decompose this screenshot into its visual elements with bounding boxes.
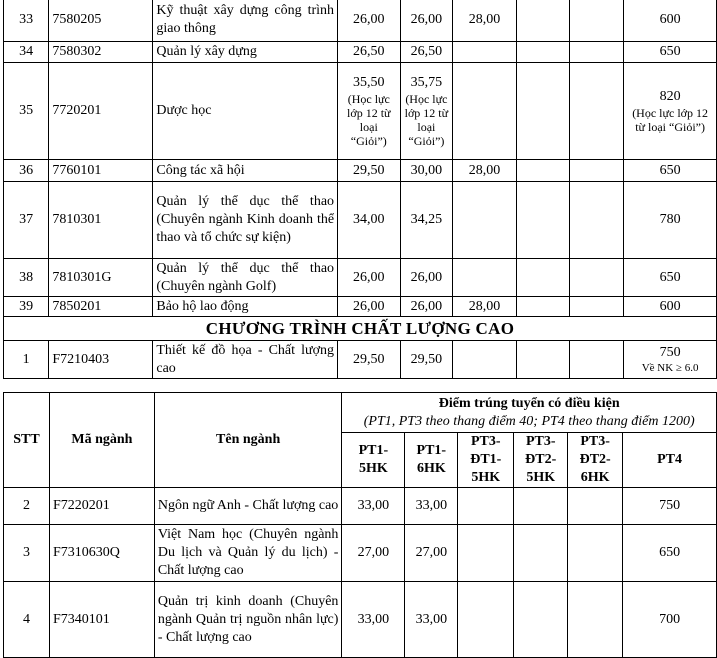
score-note: (Học lực lớp 12 từ loại “Giỏi”): [347, 92, 391, 148]
pt1-6hk-cell: [400, 63, 453, 160]
stt-cell: 34: [4, 42, 49, 63]
pt3-dt1-5hk-cell: [458, 582, 514, 658]
stt-cell: 3: [4, 525, 50, 582]
pt4-cell: 600: [624, 0, 717, 42]
pt1-5hk-cell: 33,00: [342, 488, 405, 525]
pt3-dt1-5hk-cell: [453, 63, 516, 160]
score-value: 820: [659, 89, 681, 104]
pt3-dt1-5hk-cell: [453, 259, 516, 297]
pt3-dt2-5hk-cell: [516, 182, 570, 259]
stt-cell: 1: [4, 341, 49, 379]
pt1-6hk-cell: 26,00: [400, 259, 453, 297]
pt3-dt2-6hk-cell: [568, 582, 623, 658]
table-row: [4, 160, 717, 182]
pt1-5hk-cell: 33,00: [342, 582, 405, 658]
header-row: [4, 393, 717, 433]
pt3-dt2-5hk-cell: [516, 259, 570, 297]
name-cell: Công tác xã hội: [153, 160, 338, 182]
table-row: [4, 42, 717, 63]
stt-cell: 37: [4, 182, 49, 259]
pt3-dt1-5hk-cell: [453, 341, 516, 379]
pt1-5hk-cell: 26,00: [338, 259, 400, 297]
code-cell: 7760101: [49, 160, 153, 182]
pt1-5hk-cell: 26,00: [338, 297, 400, 317]
pt4-cell: 650: [624, 259, 717, 297]
table-row: [4, 63, 717, 160]
stt-cell: 36: [4, 160, 49, 182]
pt3-dt2-5hk-cell: [516, 0, 570, 42]
pt4-cell: 750: [623, 488, 717, 525]
section-row: [4, 317, 717, 341]
pt1-6hk-cell: 27,00: [405, 525, 458, 582]
pt1-6hk-cell: 30,00: [400, 160, 453, 182]
header-name: Tên ngành: [154, 393, 342, 488]
pt3-dt2-6hk-cell: [570, 341, 624, 379]
code-cell: F7220201: [49, 488, 154, 525]
pt4-cell: 650: [624, 160, 717, 182]
code-cell: 7810301G: [49, 259, 153, 297]
table-row: [4, 297, 717, 317]
score-note: Về NK ≥ 6.0: [641, 362, 699, 374]
score-value: 35,75: [410, 75, 443, 90]
header-code: Mã ngành: [49, 393, 154, 488]
stt-cell: 2: [4, 488, 50, 525]
header-score-group: [342, 393, 717, 433]
pt3-dt2-6hk-cell: [568, 525, 623, 582]
pt4-cell: 650: [624, 42, 717, 63]
pt3-dt2-5hk-cell: [516, 297, 570, 317]
code-cell: F7210403: [49, 341, 153, 379]
pt1-6hk-cell: 33,00: [405, 488, 458, 525]
pt3-dt2-6hk-cell: [568, 488, 623, 525]
name-cell: Bảo hộ lao động: [153, 297, 338, 317]
pt1-6hk-cell: 26,50: [400, 42, 453, 63]
name-cell: Quản lý xây dựng: [153, 42, 338, 63]
stt-cell: 39: [4, 297, 49, 317]
pt3-dt1-5hk-cell: [453, 182, 516, 259]
pt3-dt2-5hk-cell: [514, 582, 568, 658]
pt1-6hk-cell: 29,50: [400, 341, 453, 379]
pt1-6hk-cell: 26,00: [400, 297, 453, 317]
score-value: 750: [659, 345, 681, 360]
pt3-dt2-5hk-cell: [514, 525, 568, 582]
score-value: 35,50: [353, 75, 385, 90]
code-cell: 7580205: [49, 0, 153, 42]
name-cell: Thiết kế đồ họa - Chất lượng cao: [153, 341, 338, 379]
pt4-cell: 780: [624, 182, 717, 259]
header-score-title: Điểm trúng tuyển có điều kiện: [438, 395, 620, 411]
pt3-dt2-6hk-cell: [570, 182, 624, 259]
pt3-dt1-5hk-cell: 28,00: [453, 297, 516, 317]
stt-cell: 4: [4, 582, 50, 658]
name-cell: Quản lý thể dục thể thao (Chuyên ngành Golf): [153, 259, 338, 297]
code-cell: 7810301: [49, 182, 153, 259]
name-cell: Việt Nam học (Chuyên ngành Du lịch và Quản lý du lịch) - Chất lượng cao: [154, 525, 342, 582]
pt4-cell: [624, 63, 717, 160]
pt1-5hk-cell: 29,50: [338, 160, 400, 182]
pt3-dt2-6hk-cell: [570, 63, 624, 160]
pt1-5hk-cell: [338, 63, 400, 160]
pt1-5hk-cell: 26,50: [338, 42, 400, 63]
stt-cell: 33: [4, 0, 49, 42]
name-cell: Kỹ thuật xây dựng công trình giao thông: [153, 0, 338, 42]
pt3-dt2-6hk-cell: [570, 0, 624, 42]
table-row: [4, 582, 717, 658]
pt3-dt2-6hk-cell: [570, 259, 624, 297]
name-cell: Quản lý thể dục thể thao (Chuyên ngành Kinh doanh thể thao và tổ chức sự kiện): [153, 182, 338, 259]
score-note: (Học lực lớp 12 từ loại “Giỏi”): [632, 106, 709, 134]
pt1-5hk-cell: 29,50: [338, 341, 400, 379]
pt3-dt1-5hk-cell: [453, 42, 516, 63]
code-cell: F7340101: [49, 582, 154, 658]
table-row: [4, 525, 717, 582]
admission-table-part2: [3, 392, 717, 658]
header-pt3-dt1-5hk: PT3-ĐT1-5HK: [458, 433, 514, 488]
header-pt1-6hk: PT1-6HK: [405, 433, 458, 488]
table-row: [4, 341, 717, 379]
code-cell: 7580302: [49, 42, 153, 63]
name-cell: Dược học: [153, 63, 338, 160]
name-cell: Quản trị kinh doanh (Chuyên ngành Quản trị nguồn nhân lực) - Chất lượng cao: [154, 582, 342, 658]
pt1-6hk-cell: 26,00: [400, 0, 453, 42]
pt4-cell: 600: [624, 297, 717, 317]
table-row: [4, 488, 717, 525]
code-cell: 7720201: [49, 63, 153, 160]
pt1-6hk-cell: 34,25: [400, 182, 453, 259]
stt-cell: 35: [4, 63, 49, 160]
pt4-cell: 650: [623, 525, 717, 582]
pt3-dt2-5hk-cell: [516, 42, 570, 63]
pt1-5hk-cell: 27,00: [342, 525, 405, 582]
pt3-dt2-5hk-cell: [516, 160, 570, 182]
header-pt3-dt2-5hk: PT3-ĐT2-5HK: [514, 433, 568, 488]
pt3-dt1-5hk-cell: 28,00: [453, 0, 516, 42]
header-pt4: PT4: [623, 433, 717, 488]
pt1-6hk-cell: 33,00: [405, 582, 458, 658]
pt3-dt2-6hk-cell: [570, 297, 624, 317]
pt3-dt2-6hk-cell: [570, 42, 624, 63]
table-row: [4, 182, 717, 259]
pt3-dt1-5hk-cell: [458, 488, 514, 525]
table-row: [4, 0, 717, 42]
pt3-dt2-5hk-cell: [514, 488, 568, 525]
pt3-dt2-6hk-cell: [570, 160, 624, 182]
score-note: (Học lực lớp 12 từ loại “Giỏi”): [404, 92, 449, 148]
pt4-cell: [624, 341, 717, 379]
table-row: [4, 259, 717, 297]
pt3-dt2-5hk-cell: [516, 341, 570, 379]
code-cell: 7850201: [49, 297, 153, 317]
pt1-5hk-cell: 34,00: [338, 182, 400, 259]
admission-table-part1: [3, 0, 717, 379]
header-stt: STT: [4, 393, 50, 488]
code-cell: F7310630Q: [49, 525, 154, 582]
pt1-5hk-cell: 26,00: [338, 0, 400, 42]
pt3-dt2-5hk-cell: [516, 63, 570, 160]
section-title: CHƯƠNG TRÌNH CHẤT LƯỢNG CAO: [4, 317, 717, 341]
pt4-cell: 700: [623, 582, 717, 658]
pt3-dt1-5hk-cell: [458, 525, 514, 582]
stt-cell: 38: [4, 259, 49, 297]
header-pt3-dt2-6hk: PT3-ĐT2-6HK: [568, 433, 623, 488]
name-cell: Ngôn ngữ Anh - Chất lượng cao: [154, 488, 342, 525]
header-pt1-5hk: PT1-5HK: [342, 433, 405, 488]
header-score-note: (PT1, PT3 theo thang điểm 40; PT4 theo thang điểm 1200): [363, 413, 695, 429]
pt3-dt1-5hk-cell: 28,00: [453, 160, 516, 182]
